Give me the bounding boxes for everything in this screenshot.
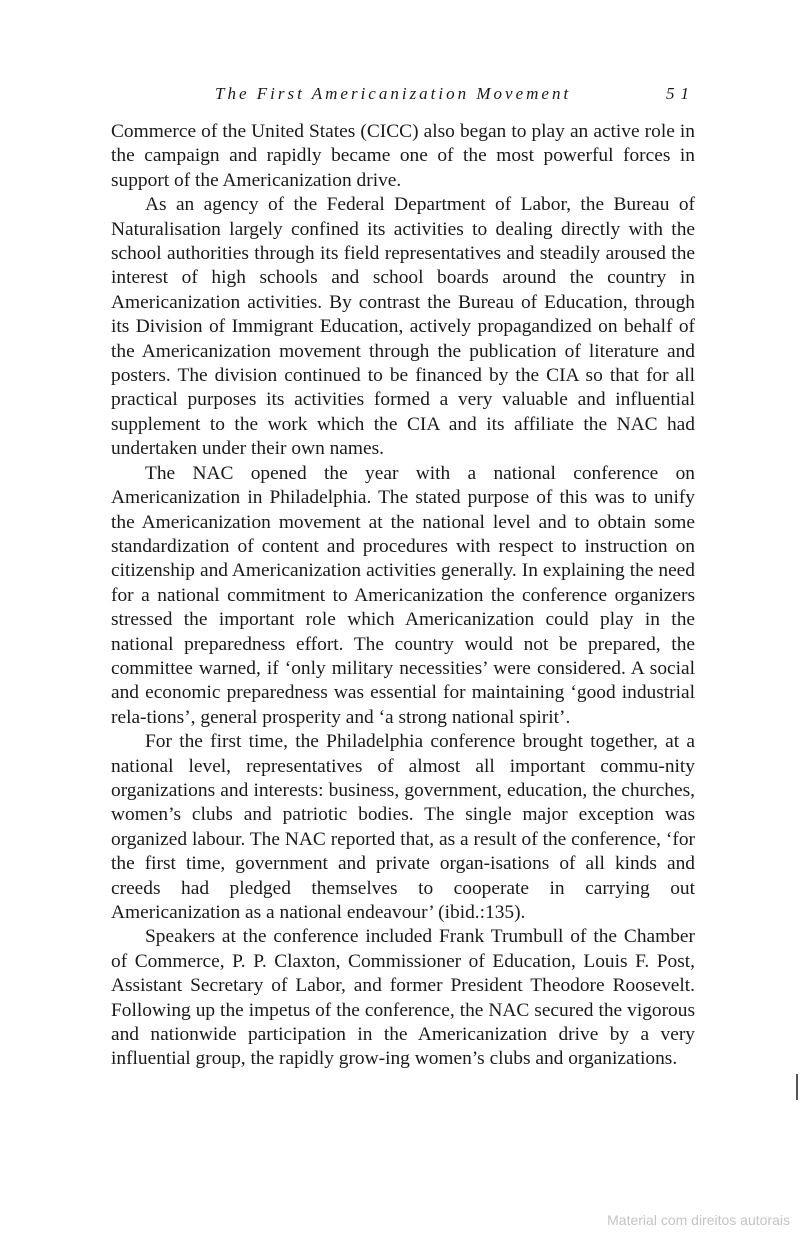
page-edge-mark (796, 1074, 798, 1100)
paragraph-4: For the first time, the Philadelphia conference brought together, at a national level, representatives of almost all important commu-nity organizations and interests: business, government, education, the churches, women’s clubs and patriotic bodies. The single major exception was organized labour. The NAC reported that, as a result of the conference, ‘for the first time, government and private organ-isations of all kinds and creeds had pledged themselves to cooperate in carrying out Americanization as a national endeavour’ (ibid.:135). (111, 731, 695, 923)
paragraph-2: As an agency of the Federal Department of Labor, the Bureau of Naturalisation largely confined its activities to dealing directly with the school authorities through its field representatives and steadily aroused the interest of high schools and school boards around the country in Americanization activities. By contrast the Bureau of Education, through its Division of Immigrant Education, actively propagandized on behalf of the Americanization movement through the publication of literature and posters. The division continued to be financed by the CIA so that for all practical purposes its activities formed a very valuable and influential supplement to the work which the CIA and its affiliate the NAC had undertaken under their own names. (111, 194, 695, 460)
copyright-watermark: Material com direitos autorais (607, 1212, 790, 1228)
paragraph-5: Speakers at the conference included Frank Trumbull of the Chamber of Commerce, P. P. Claxton, Commissioner of Education, Louis F. Post, Assistant Secretary of Labor, and former President Theodore Roosevelt. Following up the impetus of the conference, the NAC secured the vigorous and nationwide participation in the Americanization drive by a very influential group, the rapidly grow-ing women’s clubs and organizations. (111, 926, 695, 1070)
running-head (215, 84, 695, 110)
body-text (111, 120, 695, 1072)
paragraph-1: Commerce of the United States (CICC) also began to play an active role in the campaign and rapidly became one of the most powerful forces in support of the Americanization drive. (111, 121, 695, 191)
paragraph-3: The NAC opened the year with a national conference on Americanization in Philadelphia. The stated purpose of this was to unify the Americanization movement at the national level and to obtain some standardization of content and procedures with respect to instruction on citizenship and Americanization activities generally. In explaining the need for a national commitment to Americanization the conference organizers stressed the important role which Americanization could play in the national preparedness effort. The country would not be prepared, the committee warned, if ‘only military necessities’ were considered. A social and economic preparedness was essential for maintaining ‘good industrial rela-tions’, general prosperity and ‘a strong national spirit’. (111, 462, 695, 728)
page-number: 51 (666, 84, 695, 103)
running-head-title: The First Americanization Movement (215, 84, 572, 103)
